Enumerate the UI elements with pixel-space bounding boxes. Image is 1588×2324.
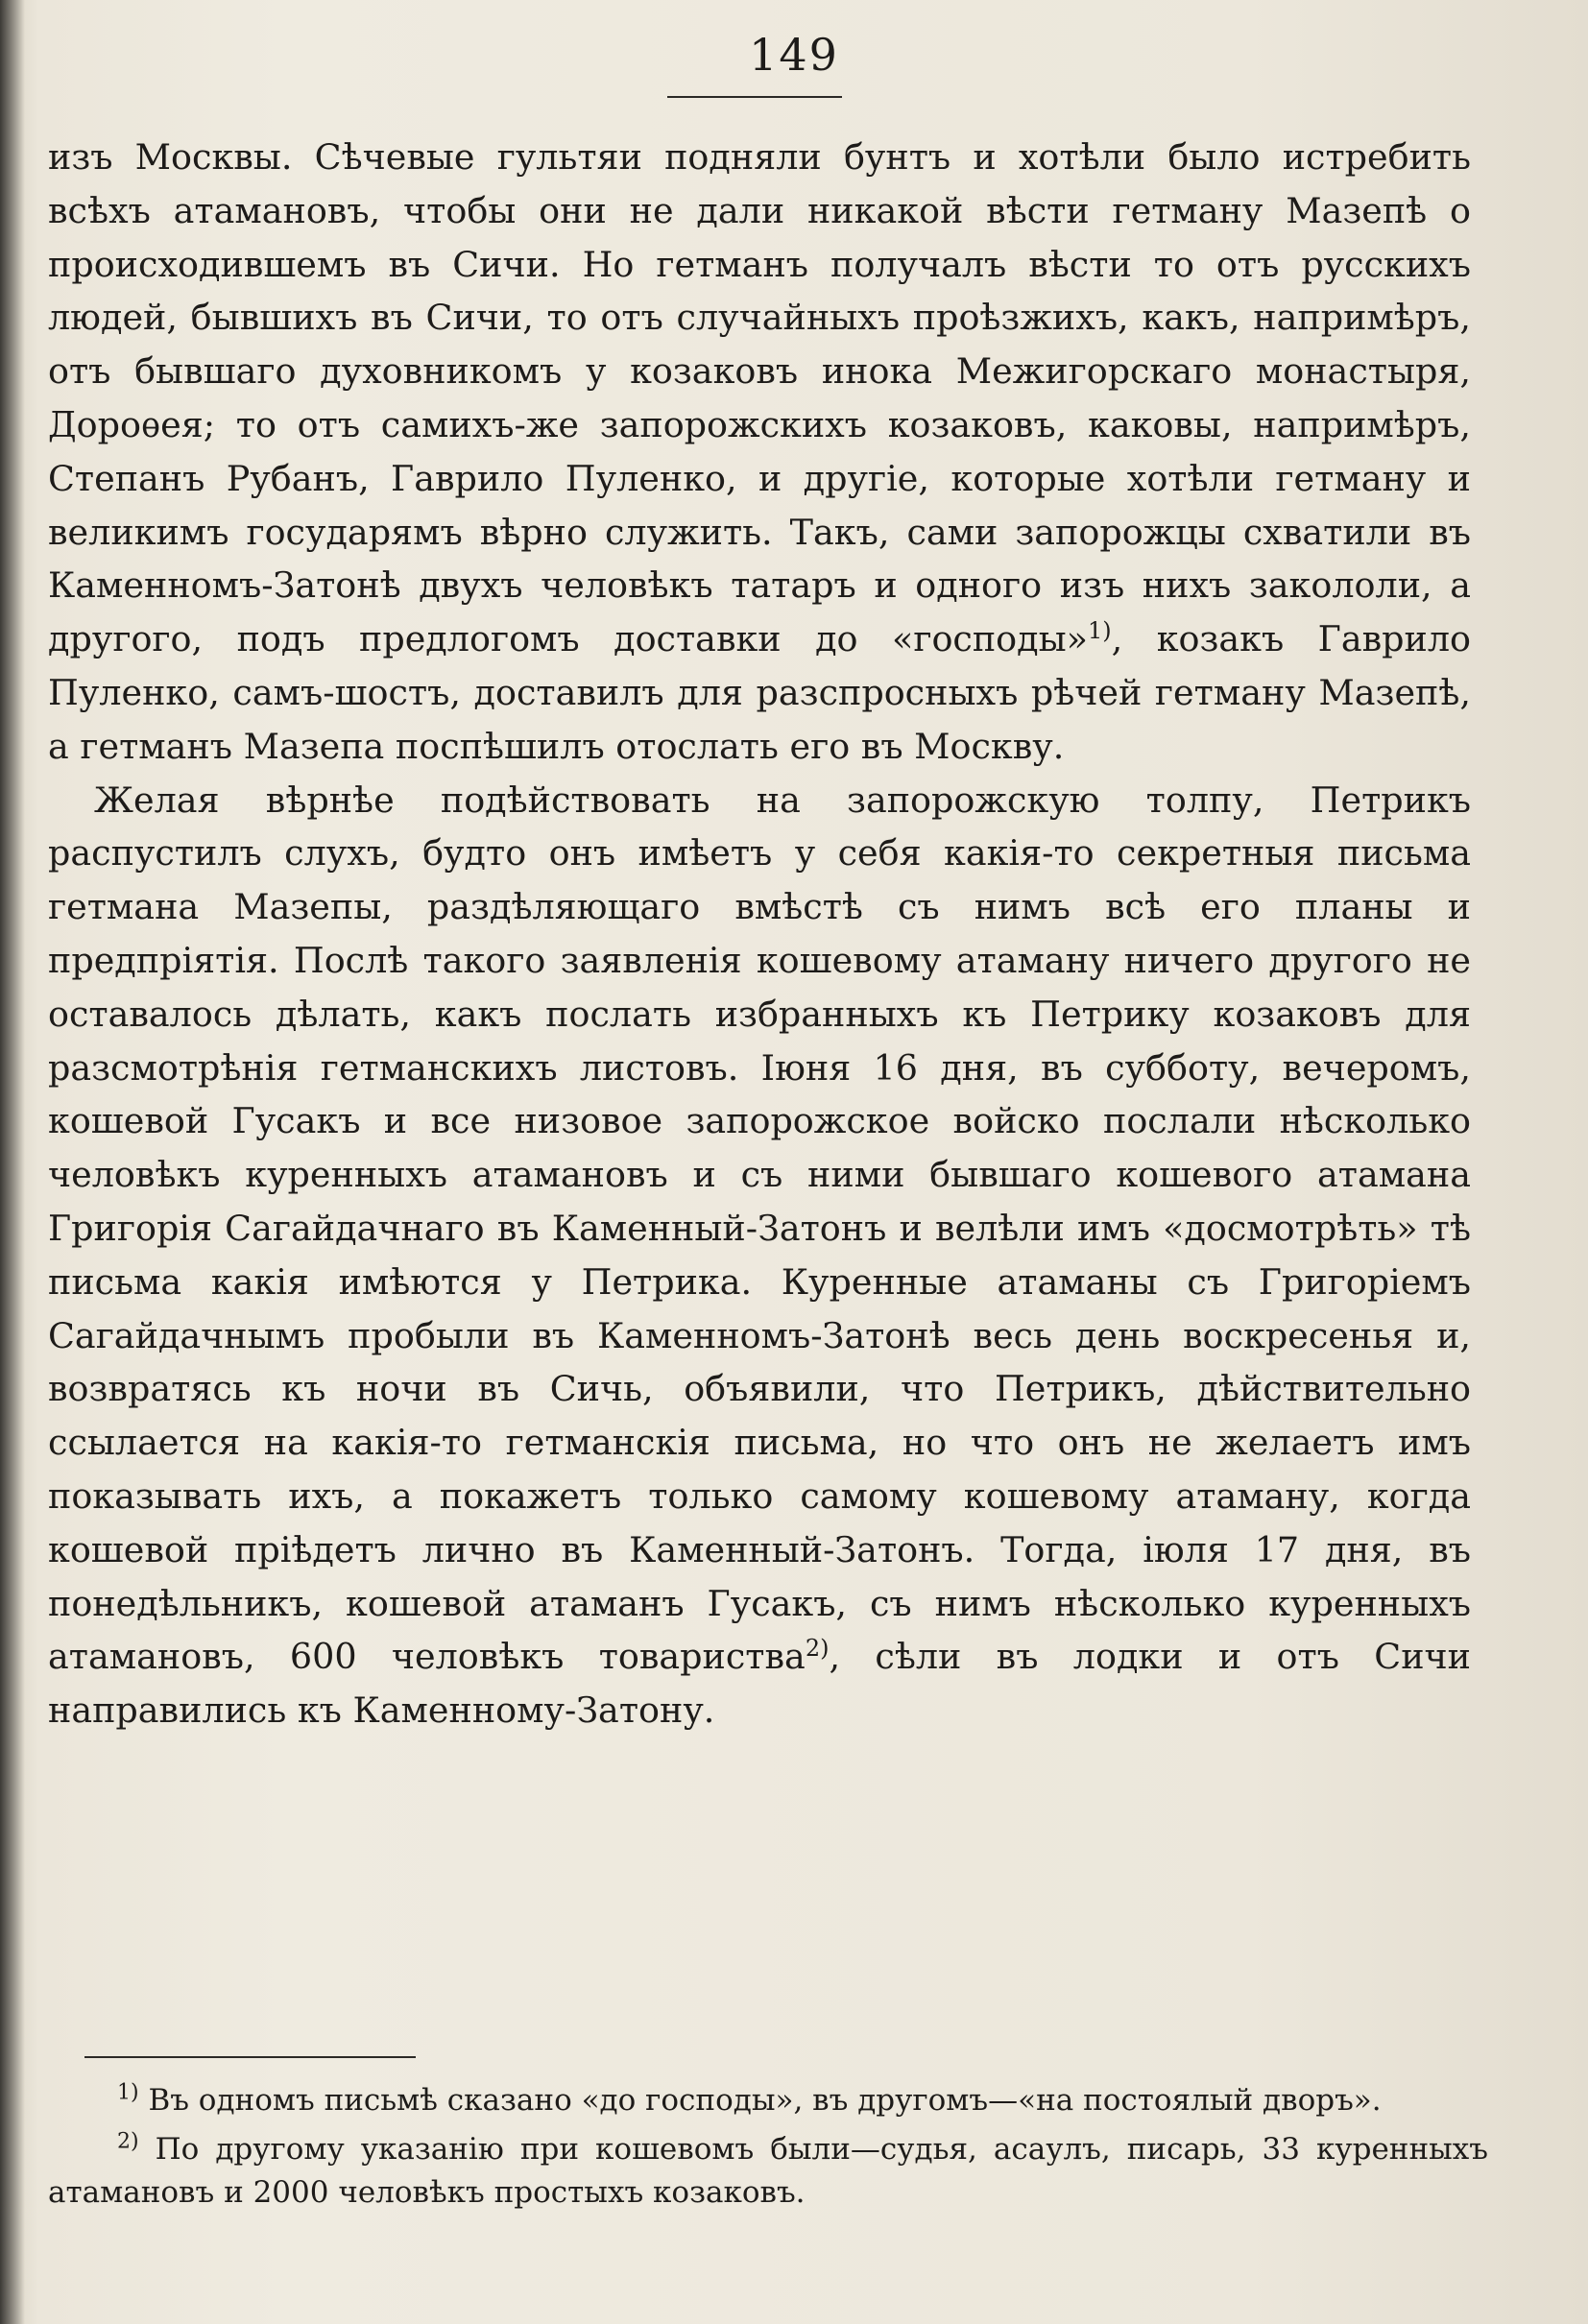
page-number-rule [667, 96, 842, 98]
footnote-2-mark: 2) [117, 2129, 139, 2154]
footnote-2 [48, 2128, 1488, 2215]
footnote-ref-2: 2) [805, 1635, 830, 1663]
paragraph-2-text-continued: , сѣли въ лодки и отъ Сичи направились къ Каменному-Затону. [48, 1636, 1471, 1732]
footnotes [48, 2079, 1488, 2215]
footnote-ref-1: 1) [1088, 617, 1112, 645]
page-number: 149 [749, 29, 839, 81]
footnote-1 [48, 2079, 1488, 2122]
footnote-1-mark: 1) [117, 2080, 139, 2105]
binding-shadow [0, 0, 25, 2324]
paragraph-2 [48, 774, 1471, 1737]
paragraph-1-text: изъ Москвы. Сѣчевые гультяи подняли бунтъ и хотѣли было истребить всѣхъ атамановъ, чтобы они не дали никакой вѣсти гетману Мазепѣ о происходившемъ въ Сичи. Но гетманъ получалъ вѣсти то отъ русскихъ людей, бывшихъ въ Сичи, то отъ случайныхъ проѣзжихъ, какъ, напримѣръ, отъ бывшаго духовникомъ у козаковъ инока Межигорскаго монастыря, Дороѳея; то отъ самихъ-же запорожскихъ козаковъ, каковы, напримѣръ, Степанъ Рубанъ, Гаврило Пуленко, и другіе, которые хотѣли гетману и великимъ государямъ вѣрно служить. Такъ, сами запорожцы схватили въ Каменномъ-Затонѣ двухъ человѣкъ татаръ и одного изъ нихъ закололи, а другого, подъ предлогомъ доставки до «господы» [48, 136, 1471, 660]
paragraph-2-text: Желая вѣрнѣе подѣйствовать на запорожскую толпу, Петрикъ распустилъ слухъ, будто онъ имѣетъ у себя какія-то секретныя письма гетмана Мазепы, раздѣляющаго вмѣстѣ съ нимъ всѣ его планы и предпріятія. Послѣ такого заявленія кошевому атаману ничего другого не оставалось дѣлать, какъ послать избранныхъ къ Петрику козаковъ для разсмотрѣнія гетманскихъ листовъ. Іюня 16 дня, въ субботу, вечеромъ, кошевой Гусакъ и все низовое запорожское войско послали нѣсколько человѣкъ куренныхъ атамановъ и съ ними бывшаго кошевого атамана Григорія Сагайдачнаго въ Каменный-Затонъ и велѣли имъ «досмотрѣть» тѣ письма какія имѣются у Петрика. Куренные атаманы съ Григоріемъ Сагайдачнымъ пробыли въ Каменномъ-Затонѣ весь день воскресенья и, возвратясь къ ночи въ Сичь, объявили, что Петрикъ, дѣйствительно ссылается на какія-то гетманскія письма, но что онъ не желаетъ имъ показывать ихъ, а покажетъ только самому кошевому атаману, когда кошевой пріѣдетъ лично въ Каменный-Затонъ. Тогда, іюля 17 дня, въ понедѣльникъ, кошевой атаманъ Гусакъ, съ нимъ нѣсколько куренныхъ атамановъ, 600 человѣкъ товариства [48, 779, 1471, 1678]
body-text [48, 131, 1471, 1737]
footnote-2-text: По другому указанію при кошевомъ были—судья, асаулъ, писарь, 33 куренныхъ атамановъ и 2000 человѣкъ простыхъ козаковъ. [48, 2132, 1488, 2210]
paragraph-1-text-continued: , козакъ Гаврило Пуленко, самъ-шостъ, доставилъ для разспросныхъ рѣчей гетману Мазепѣ, а гетманъ Мазепа поспѣшилъ отослать его въ Москву. [48, 618, 1471, 767]
footnote-separator [84, 2056, 416, 2058]
footnote-1-text: Въ одномъ письмѣ сказано «до господы», въ другомъ—«на постоялый дворъ». [138, 2083, 1382, 2118]
paragraph-1 [48, 131, 1471, 774]
